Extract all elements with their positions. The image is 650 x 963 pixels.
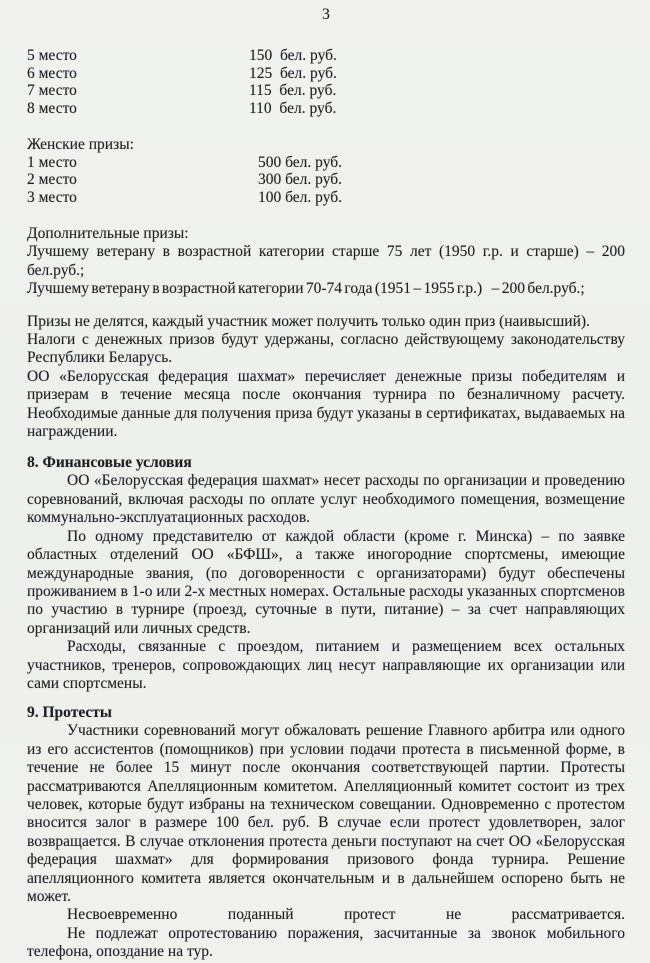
finance-paragraph-2: По одному представителю от каждой области (кроме г. Минска) – по заявке областных отделений ОО «БФШ», а также иногородние спортсмены, имеющие международные звания, (по договоренности с организаторами) будут обеспечены проживанием в 1-о или 2-х местных номерах. Остальные расходы указанных спортсменов по участию в турнире (проезд, суточные в пути, питание) – за счет направляющих организаций или личных средств. — [27, 527, 625, 637]
prize-row — [27, 47, 625, 65]
prize-terms-paragraph-1: Призы не делятся, каждый участник может получить только один приз (наивысший). — [27, 312, 590, 330]
prize-amount: 115 бел. руб. — [249, 82, 337, 99]
prize-terms-paragraph-2: Налоги с денежных призов будут удержаны, согласно действующему законодательству Республики Беларусь. — [27, 331, 625, 367]
prize-terms — [27, 313, 625, 442]
finance-paragraph-1: ОО «Белорусская федерация шахмат» несет расходы по организации и проведению соревнований, включая расходы по оплате услуг необходимого помещения, возмещение коммунально-эксплуатационных расходов. — [27, 472, 625, 527]
prize-place: 5 место — [27, 47, 77, 64]
prize-amount: 300 бел. руб. — [258, 171, 343, 188]
prize-place: 7 место — [27, 82, 77, 99]
prize-place: 6 место — [27, 64, 77, 82]
finance-section-heading: 8. Финансовые условия — [27, 454, 192, 472]
prize-row — [27, 189, 625, 207]
prize-row — [27, 82, 625, 100]
page-number: 3 — [322, 6, 330, 23]
protests-paragraph-2: Несвоевременно поданный протест не рассматривается. — [67, 906, 625, 924]
prize-amount: 125 бел. руб. — [249, 64, 337, 82]
women-prizes-list — [27, 154, 625, 207]
prize-amount: 100 бел. руб. — [258, 188, 343, 206]
prize-row — [27, 100, 625, 118]
protests-paragraph-1: Участники соревнований могут обжаловать решение Главного арбитра или одного из его ассистентов (помощников) при условии подачи протеста в письменной форме, в течение не более 15 минут после окончания соответствующей партии. Протесты рассматриваются Апелляционным комитетом. Апелляционный комитет состоит из трех человек, которые будут избраны на техническом совещании. Одновременно с протестом вносится залог в размере 100 бел. руб. В случае если протест удовлетворен, залог возвращается. В случае отклонения протеста деньги поступают на счет ОО «Белорусская федерация шахмат» для формирования призового фонда турнира. Решение апелляционного комитета является окончательным и в дальнейшем оспорено быть не может. — [27, 722, 625, 905]
additional-prizes-heading: Дополнительные призы: — [27, 225, 189, 242]
veteran-75-line: Лучшему ветерану в возрастной категории старше 75 лет (1950 г.р. и старше) – 200 бел.руб.; — [27, 243, 625, 279]
prize-place: 8 место — [27, 99, 77, 117]
prize-amount: 500 бел. руб. — [258, 153, 343, 171]
prize-row — [27, 171, 625, 189]
prize-amount: 110 бел. руб. — [249, 99, 337, 117]
protests-paragraph-3: Не подлежат опротестованию поражения, засчитанные за звонок мобильного телефона, опоздание на тур. — [27, 924, 625, 961]
prize-row — [27, 65, 625, 83]
prize-place: 3 место — [27, 188, 77, 206]
prize-place: 2 место — [27, 171, 77, 188]
women-prizes-heading: Женские призы: — [27, 136, 134, 153]
prize-amount: 150 бел. руб. — [249, 47, 337, 64]
finance-paragraph-3: Расходы, связанные с проездом, питанием и размещением всех остальных участников, тренеров, сопровождающих лиц несут направляющие их организации или сами спортсмены. — [27, 638, 625, 692]
protests-section-heading: 9. Протесты — [27, 704, 113, 722]
main-prizes-list — [27, 47, 625, 117]
prize-terms-paragraph-3: ОО «Белорусская федерация шахмат» перечисляет денежные призы победителям и призерам в течение месяца после окончания турнира по безналичному расчету. Необходимые данные для получения приза будут указаны в сертификатах, выдаваемых на награждении. — [27, 367, 625, 441]
veteran-70-74-line: Лучшему ветерану в возрастной категории 70-74 года (1951 – 1955 г.р.) – 200 бел.руб.; — [27, 280, 585, 298]
prize-row — [27, 154, 625, 172]
prize-place: 1 место — [27, 153, 77, 171]
